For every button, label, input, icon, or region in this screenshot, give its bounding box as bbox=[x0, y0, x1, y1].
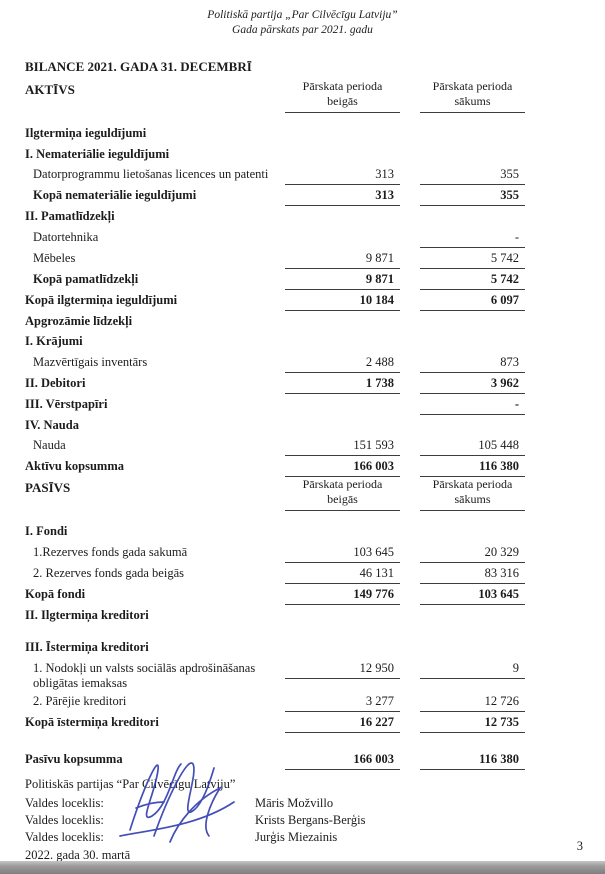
column-header-line: sākums bbox=[454, 492, 491, 506]
column-header-period-end bbox=[285, 79, 400, 113]
row-value-period-end: 166 003 bbox=[285, 749, 400, 770]
row-label: 1.Rezerves fonds gada sakumā bbox=[33, 544, 188, 559]
table-row bbox=[25, 691, 525, 712]
row-label: Mēbeles bbox=[33, 250, 76, 265]
scan-edge-bar bbox=[0, 861, 605, 874]
row-label: Kopā īstermiņa kreditori bbox=[25, 714, 159, 729]
row-label: II. Pamatlīdzekļi bbox=[25, 209, 115, 223]
column-header-line: sākums bbox=[454, 94, 491, 108]
row-value-period-start: 105 448 bbox=[420, 435, 525, 456]
board-member-name: Māris Možvillo bbox=[255, 795, 334, 810]
row-value-period-start bbox=[420, 144, 525, 149]
row-value-period-end bbox=[285, 415, 400, 420]
row-value-period-start: 6 097 bbox=[420, 290, 525, 311]
table-row bbox=[25, 394, 525, 415]
row-value-period-start: 873 bbox=[420, 352, 525, 373]
row-value-period-end: 103 645 bbox=[285, 542, 400, 563]
row-label: Aktīvu kopsumma bbox=[25, 459, 124, 473]
column-header-line: Pārskata perioda bbox=[432, 477, 513, 491]
column-header-period-start bbox=[420, 477, 525, 511]
row-value-period-start bbox=[420, 123, 525, 128]
footer bbox=[25, 776, 605, 864]
row-label: Datortehnika bbox=[33, 229, 99, 244]
row-value-period-end: 46 131 bbox=[285, 563, 400, 584]
row-value-period-end: 2 488 bbox=[285, 352, 400, 373]
row-value-period-start bbox=[420, 331, 525, 336]
row-value-period-end bbox=[285, 123, 400, 128]
row-value-period-end: 9 871 bbox=[285, 269, 400, 290]
row-value-period-start: 103 645 bbox=[420, 584, 525, 605]
row-label: Kopā nemateriālie ieguldījumi bbox=[33, 188, 197, 202]
row-value-period-end bbox=[285, 394, 400, 399]
footer-party-line: Politiskās partijas “Par Cilvēcīgu Latviju” bbox=[25, 776, 236, 791]
row-label: Kopā ilgtermiņa ieguldījumi bbox=[25, 292, 178, 307]
row-label: III. Vērstpapīri bbox=[25, 396, 108, 411]
column-header-line: Pārskata perioda bbox=[302, 477, 383, 491]
row-value-period-start: 9 bbox=[420, 658, 525, 679]
row-value-period-end: 313 bbox=[285, 185, 400, 206]
table-row bbox=[25, 227, 525, 248]
row-value-period-end bbox=[285, 637, 400, 642]
row-label: Ilgtermiņa ieguldījumi bbox=[25, 126, 147, 140]
row-label: Kopā pamatlīdzekļi bbox=[33, 271, 139, 286]
row-value-period-end: 16 227 bbox=[285, 712, 400, 733]
row-value-period-end bbox=[285, 144, 400, 149]
table-row bbox=[25, 164, 525, 185]
table-row bbox=[25, 311, 525, 332]
table-row bbox=[25, 248, 525, 269]
section-header bbox=[25, 477, 525, 511]
row-label: I. Nemateriālie ieguldījumi bbox=[25, 146, 170, 161]
board-member-row bbox=[25, 829, 605, 846]
row-label: II. Debitori bbox=[25, 375, 86, 390]
row-label: Apgrozāmie līdzekļi bbox=[25, 313, 133, 328]
table-row bbox=[25, 373, 525, 394]
row-value-period-end bbox=[285, 311, 400, 316]
row-value-period-end bbox=[285, 331, 400, 336]
page-title: BILANCE 2021. GADA 31. DECEMBRĪ bbox=[25, 59, 252, 74]
row-label: I. Fondi bbox=[25, 524, 68, 538]
table-row bbox=[25, 563, 525, 584]
table-row bbox=[25, 206, 525, 227]
row-value-period-end: 166 003 bbox=[285, 456, 400, 477]
table-row bbox=[25, 637, 525, 658]
row-value-period-end: 3 277 bbox=[285, 691, 400, 712]
balance-sheet-table bbox=[25, 79, 525, 770]
table-row bbox=[25, 144, 525, 165]
table-row bbox=[25, 435, 525, 456]
row-value-period-end: 313 bbox=[285, 164, 400, 185]
table-row bbox=[25, 584, 525, 605]
row-label: Nauda bbox=[33, 438, 66, 452]
row-label: I. Krājumi bbox=[25, 334, 83, 348]
doc-header-line1: Politiskā partija „Par Cilvēcīgu Latviju” bbox=[207, 9, 398, 21]
section-title: AKTĪVS bbox=[25, 82, 75, 97]
table-row bbox=[25, 331, 525, 352]
row-value-period-start: - bbox=[420, 227, 525, 248]
row-value-period-end bbox=[285, 605, 400, 610]
board-member-row bbox=[25, 795, 605, 812]
table-row bbox=[25, 605, 525, 626]
board-member-label: Valdes loceklis: bbox=[25, 829, 104, 844]
row-label: 2. Rezerves fonds gada beigās bbox=[33, 565, 184, 580]
row-value-period-start bbox=[420, 605, 525, 610]
row-value-period-start: 355 bbox=[420, 185, 525, 206]
row-label: Pasīvu kopsumma bbox=[25, 751, 123, 766]
column-header-line: Pārskata perioda bbox=[302, 79, 383, 93]
column-header-line: Pārskata perioda bbox=[432, 79, 513, 93]
row-value-period-start: 116 380 bbox=[420, 456, 525, 477]
row-value-period-end: 151 593 bbox=[285, 435, 400, 456]
row-label: 1. Nodokļi un valsts sociālās apdrošināšanas obligātas iemaksas bbox=[33, 660, 256, 690]
row-value-period-start: 12 735 bbox=[420, 712, 525, 733]
table-row bbox=[25, 185, 525, 206]
table-row bbox=[25, 352, 525, 373]
table-row bbox=[25, 521, 525, 542]
column-header-line: beigās bbox=[327, 94, 358, 108]
document-header bbox=[0, 8, 605, 38]
row-value-period-end: 9 871 bbox=[285, 248, 400, 269]
row-value-period-start: 116 380 bbox=[420, 749, 525, 770]
table-row bbox=[25, 415, 525, 436]
table-row bbox=[25, 749, 525, 770]
board-member-label: Valdes loceklis: bbox=[25, 812, 104, 827]
row-label: 2. Pārējie kreditori bbox=[33, 693, 127, 708]
row-value-period-end bbox=[285, 521, 400, 526]
row-value-period-end: 12 950 bbox=[285, 658, 400, 679]
table-row bbox=[25, 658, 525, 691]
column-header-period-end bbox=[285, 477, 400, 511]
row-label: Kopā fondi bbox=[25, 586, 86, 601]
row-value-period-start: 20 329 bbox=[420, 542, 525, 563]
table-row bbox=[25, 123, 525, 144]
page-number: 3 bbox=[576, 839, 583, 853]
column-header-period-start bbox=[420, 79, 525, 113]
row-value-period-start: 3 962 bbox=[420, 373, 525, 394]
row-value-period-end bbox=[285, 206, 400, 211]
row-label: III. Īstermiņa kreditori bbox=[25, 640, 149, 654]
column-header-line: beigās bbox=[327, 492, 358, 506]
row-value-period-start bbox=[420, 311, 525, 316]
row-value-period-start: - bbox=[420, 394, 525, 415]
row-value-period-start bbox=[420, 637, 525, 642]
row-label: II. Ilgtermiņa kreditori bbox=[25, 607, 149, 622]
row-label: Datorprogrammu lietošanas licences un patenti bbox=[33, 167, 269, 181]
row-label: Mazvērtīgais inventārs bbox=[33, 354, 148, 369]
table-row bbox=[25, 542, 525, 563]
row-value-period-end: 149 776 bbox=[285, 584, 400, 605]
row-value-period-start bbox=[420, 521, 525, 526]
table-row bbox=[25, 269, 525, 290]
row-value-period-start: 5 742 bbox=[420, 248, 525, 269]
row-value-period-end: 1 738 bbox=[285, 373, 400, 394]
row-value-period-start bbox=[420, 206, 525, 211]
row-value-period-start: 5 742 bbox=[420, 269, 525, 290]
section-header bbox=[25, 79, 525, 113]
doc-header-line2: Gada pārskats par 2021. gadu bbox=[232, 24, 373, 36]
row-value-period-end: 10 184 bbox=[285, 290, 400, 311]
board-member-row bbox=[25, 812, 605, 829]
board-member-name: Krists Bergans-Berģis bbox=[255, 812, 366, 827]
board-member-name: Jurģis Miezainis bbox=[255, 829, 338, 844]
table-row bbox=[25, 456, 525, 477]
table-row bbox=[25, 712, 525, 733]
row-value-period-start: 355 bbox=[420, 164, 525, 185]
row-label: IV. Nauda bbox=[25, 417, 79, 432]
board-member-label: Valdes loceklis: bbox=[25, 795, 104, 810]
row-value-period-start bbox=[420, 415, 525, 420]
date-line: 2022. gada 30. martā bbox=[25, 847, 131, 862]
row-value-period-start: 83 316 bbox=[420, 563, 525, 584]
section-title: PASĪVS bbox=[25, 480, 71, 495]
table-row bbox=[25, 290, 525, 311]
row-value-period-start: 12 726 bbox=[420, 691, 525, 712]
row-value-period-end bbox=[285, 227, 400, 232]
